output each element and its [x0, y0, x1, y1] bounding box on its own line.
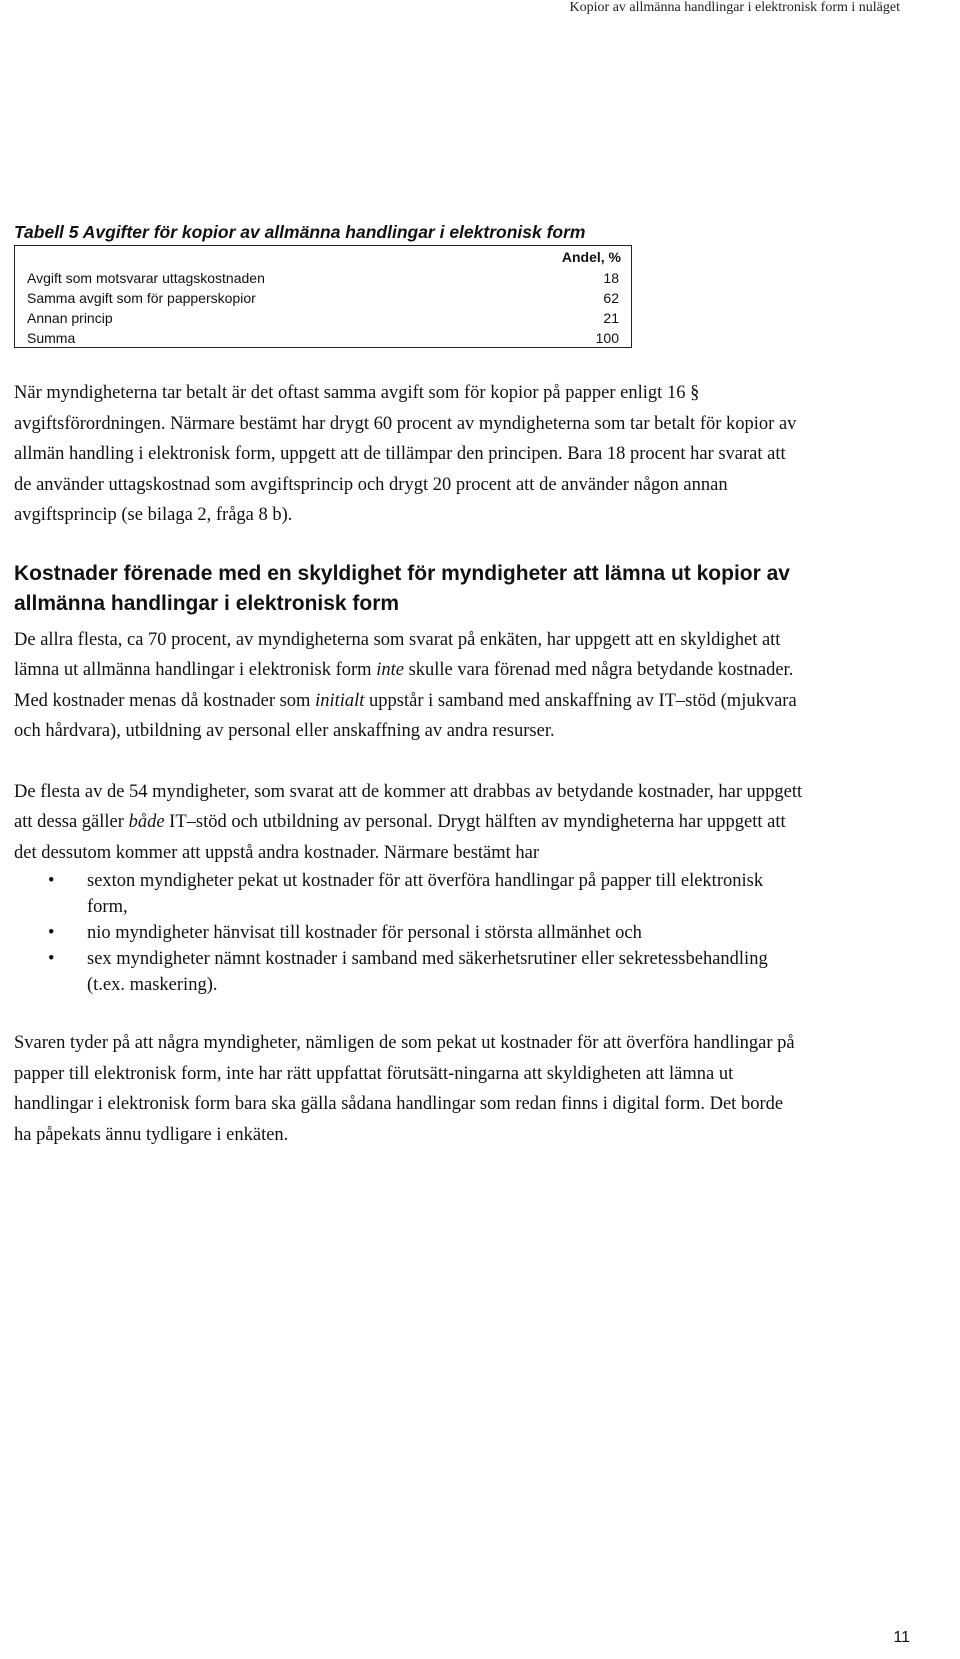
- column-header: Andel, %: [561, 249, 621, 265]
- table-header-row: [15, 246, 632, 268]
- paragraph-costs: De allra flesta, ca 70 procent, av myndigheterna som svarat på enkäten, har uppgett att en skyldighet att lämna ut allmänna handlingar i elektronisk form inte skulle vara förenad med några betydande kostnader. Med kostnader menas då kostnader som initialt uppstår i samband med anskaffning av IT–stöd (mjukvara och hårdvara), utbildning av personal eller anskaffning av andra resurser.: [14, 629, 797, 741]
- row-value: 62: [603, 289, 619, 306]
- table-row: [15, 287, 632, 307]
- list-item: • nio myndigheter hänvisat till kostnader för personal i största allmänhet och: [14, 920, 804, 946]
- row-value: 100: [595, 329, 619, 346]
- page-number: 11: [893, 1629, 910, 1646]
- row-label: Annan princip: [27, 309, 113, 326]
- table-row: [15, 327, 632, 348]
- table-row: [15, 267, 632, 287]
- running-header: Kopior av allmänna handlingar i elektronisk form i nuläget: [569, 0, 900, 15]
- paragraph-fee-principles: När myndigheterna tar betalt är det oftast samma avgift som för kopior på papper enligt 16 § avgiftsförordningen. Närmare bestämt har drygt 60 procent av myndigheterna som tar betalt för kopior av allmän handling i elektronisk form, uppgett att de tillämpar den principen. Bara 18 procent har svarat att de använder uttagskostnad som avgiftsprincip och drygt 20 procent att de använder någon annan avgiftsprincip (se bilaga 2, fråga 8 b).: [14, 383, 797, 525]
- table-caption: Tabell 5 Avgifter för kopior av allmänna handlingar i elektronisk form: [14, 222, 586, 242]
- row-value: 18: [603, 269, 619, 286]
- emphasis-inte: inte: [376, 660, 404, 680]
- row-label: Samma avgift som för papperskopior: [27, 289, 256, 306]
- section-heading: Kostnader förenade med en skyldighet för myndigheter att lämna ut kopior av allmänna handlingar i elektronisk form: [14, 561, 790, 615]
- paragraph-conclusion: Svaren tyder på att några myndigheter, nämligen de som pekat ut kostnader för att överföra handlingar på papper till elektronisk form, inte har rätt uppfattat förutsätt-ningarna att skyldigheten att lämna ut handlingar i elektronisk form bara ska gälla sådana handlingar som redan finns i digital form. Det borde ha påpekats ännu tydligare i enkäten.: [14, 1033, 795, 1145]
- list-item: • sex myndigheter nämnt kostnader i samband med säkerhetsrutiner eller sekretessbehandling (t.ex. maskering).: [14, 946, 804, 998]
- page-content: [14, 222, 804, 1150]
- row-label: Avgift som motsvarar uttagskostnaden: [27, 269, 265, 286]
- emphasis-initialt: initialt: [315, 690, 365, 711]
- list-item: • sexton myndigheter pekat ut kostnader för att överföra handlingar på papper till elektronisk form,: [14, 868, 804, 920]
- row-label: Summa: [27, 329, 76, 346]
- cost-bullet-list: [14, 868, 804, 998]
- bullet-icon: •: [48, 923, 55, 943]
- row-value: 21: [603, 309, 619, 326]
- emphasis-bade: både: [128, 812, 165, 832]
- bullet-icon: •: [48, 949, 55, 969]
- fees-table: [14, 245, 632, 348]
- bullet-icon: •: [48, 871, 55, 891]
- table-row: [15, 307, 632, 327]
- paragraph-significant-costs: De flesta av de 54 myndigheter, som svarat att de kommer att drabbas av betydande kostnader, har uppgett att dessa gäller både IT–stöd och utbildning av personal. Drygt hälften av myndigheterna har uppgett att det dessutom kommer att uppstå andra kostnader. Närmare bestämt har: [14, 781, 803, 863]
